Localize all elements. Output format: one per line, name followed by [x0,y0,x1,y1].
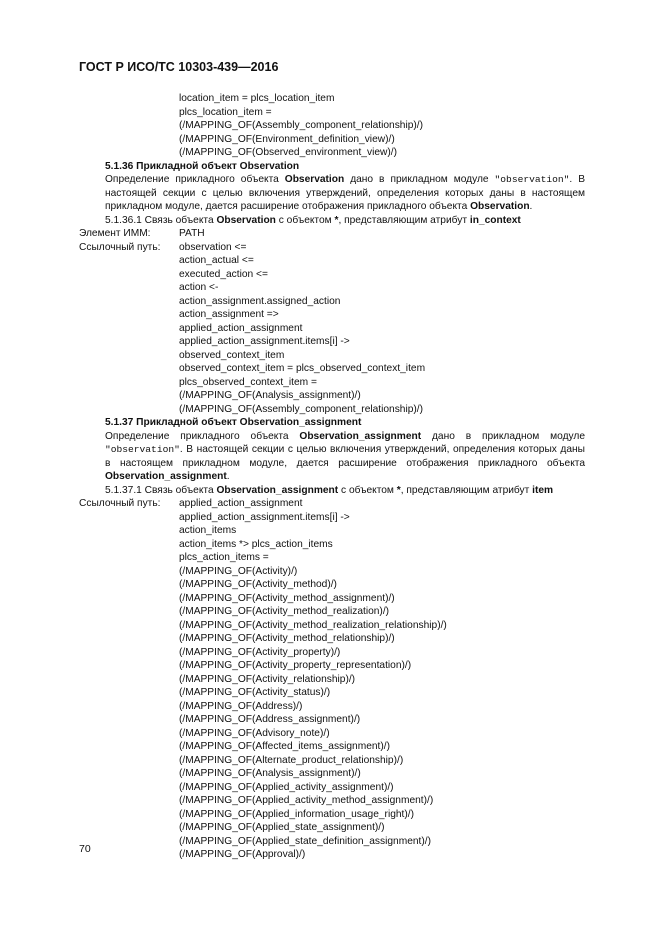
top-code-block [79,92,585,160]
reference-path-line: (/MAPPING_OF(Activity_property_representation)/) [179,660,412,671]
reference-path-line: applied_action_assignment.items[i] -> [179,336,350,347]
aim-element-row [79,227,585,241]
mapping-line: (/MAPPING_OF(Assembly_component_relationship)/) [179,120,424,131]
section-paragraph [79,173,585,214]
entity-name: Observation_assignment [216,484,339,496]
subsection-text: с объектом [275,214,335,226]
reference-path-line: (/MAPPING_OF(Activity_method_assignment)/) [179,592,395,604]
reference-path-line: (/MAPPING_OF(Activity_status)/) [179,687,331,698]
reference-path-line: applied_action_assignment [179,322,303,334]
reference-path-line: (/MAPPING_OF(Analysis_assignment)/) [179,390,361,401]
reference-path-line: (/MAPPING_OF(Activity_method_relationship)/) [179,633,395,644]
reference-path-line: (/MAPPING_OF(Applied_activity_assignment)/) [179,781,394,793]
reference-path-line: (/MAPPING_OF(Analysis_assignment)/) [179,768,361,779]
reference-path-row [79,497,585,511]
reference-path-line: (/MAPPING_OF(Activity_method_realization)/) [179,606,390,617]
reference-path-line: plcs_action_items = [179,552,269,563]
paragraph-text: . [226,471,230,482]
paragraph-text: . В настоящей секции с целью включения утверждений, определения которых даны в настоящем прикладном модуле, дается расширение отображения прикладного объекта [105,444,585,469]
mapping-line: (/MAPPING_OF(Environment_definition_view)/) [179,133,395,145]
reference-path-line: action_items *> plcs_action_items [179,538,333,550]
reference-path-line: observed_context_item = plcs_observed_context_item [179,363,426,374]
paragraph-text: дано в прикладном модуле [344,174,495,185]
subsection-heading [79,214,585,228]
reference-path-line: action_assignment.assigned_action [179,295,341,307]
module-name: "observation" [105,444,180,455]
reference-path-line: (/MAPPING_OF(Assembly_component_relationship)/) [179,403,424,415]
reference-path-line: (/MAPPING_OF(Address_assignment)/) [179,714,361,725]
reference-path-line: (/MAPPING_OF(Activity_relationship)/) [179,673,356,685]
subsection-text: 5.1.36.1 Связь объекта [105,214,217,226]
aim-element-label: Элемент ИММ: [79,228,151,239]
page-header: ГОСТ Р ИСО/ТС 10303-439—2016 [79,60,279,74]
entity-name: Observation [470,201,530,212]
entity-name: * [396,484,401,496]
paragraph-text: Определение прикладного объекта [105,430,300,442]
subsection-heading [79,484,585,498]
reference-path-line: (/MAPPING_OF(Address)/) [179,700,303,712]
paragraph-text: . В настоящей секции с целью включения утверждений, определения которых даны в настоящем прикладном модуле, дается расширение отображения прикладного объекта [105,174,585,212]
reference-path-block [79,254,585,416]
section-heading: 5.1.37 Прикладной объект Observation_assignment [105,417,362,428]
entity-name: Observation_assignment [105,471,227,482]
mapping-line: location_item = plcs_location_item [179,93,335,104]
subsection-text: с объектом [338,484,397,496]
reference-path-line: (/MAPPING_OF(Approval)/) [179,849,306,860]
entity-name: Observation [216,214,276,226]
reference-path-line: (/MAPPING_OF(Applied_state_assignment)/) [179,822,385,833]
entity-name: * [334,214,339,226]
subsection-text: , представляющим атрибут [338,214,470,226]
reference-path-line: (/MAPPING_OF(Alternate_product_relationship)/) [179,754,404,766]
reference-path-line: (/MAPPING_OF(Advisory_note)/) [179,727,330,739]
reference-path-row [79,241,585,255]
reference-path-line: observed_context_item [179,349,285,361]
page-number: 70 [79,843,91,855]
paragraph-text: Определение прикладного объекта [105,174,285,185]
reference-path-line: (/MAPPING_OF(Affected_items_assignment)/) [179,741,390,752]
reference-path-label: Ссылочный путь: [79,241,161,253]
page-content [79,92,585,862]
attribute-name: in_context [469,214,521,226]
reference-path-line: (/MAPPING_OF(Activity)/) [179,565,298,577]
reference-path-line: action <- [179,282,219,293]
reference-path-label: Ссылочный путь: [79,498,161,509]
reference-path-line: (/MAPPING_OF(Activity_method)/) [179,579,337,590]
reference-path-line: action_items [179,525,237,536]
section-paragraph [79,430,585,484]
reference-path-line: action_actual <= [179,255,254,266]
paragraph-text: . [529,201,533,212]
section-heading: 5.1.36 Прикладной объект Observation [105,160,300,172]
reference-path-line: (/MAPPING_OF(Applied_state_definition_assignment)/) [179,835,431,847]
reference-path-line: applied_action_assignment [179,498,303,509]
reference-path-line: applied_action_assignment.items[i] -> [179,511,350,523]
mapping-line: (/MAPPING_OF(Observed_environment_view)/) [179,147,397,158]
aim-element-value: PATH [179,228,205,239]
attribute-name: item [532,484,554,496]
entity-name: Observation_assignment [299,430,422,442]
mapping-line: plcs_location_item = [179,106,272,118]
reference-path-line: (/MAPPING_OF(Activity_property)/) [179,646,341,658]
reference-path-line: (/MAPPING_OF(Applied_activity_method_assignment)/) [179,795,434,806]
module-name: "observation" [494,174,570,185]
reference-path-line: action_assignment => [179,309,279,320]
reference-path-line: executed_action <= [179,268,268,280]
paragraph-text: дано в прикладном модуле [421,430,585,442]
subsection-text: , представляющим атрибут [400,484,533,496]
reference-path-block [79,511,585,862]
subsection-text: 5.1.37.1 Связь объекта [105,484,217,496]
reference-path-line: observation <= [179,241,247,253]
reference-path-line: plcs_observed_context_item = [179,376,317,388]
reference-path-line: (/MAPPING_OF(Activity_method_realization_relationship)/) [179,619,447,631]
entity-name: Observation [284,174,345,185]
reference-path-line: (/MAPPING_OF(Applied_information_usage_right)/) [179,808,414,820]
